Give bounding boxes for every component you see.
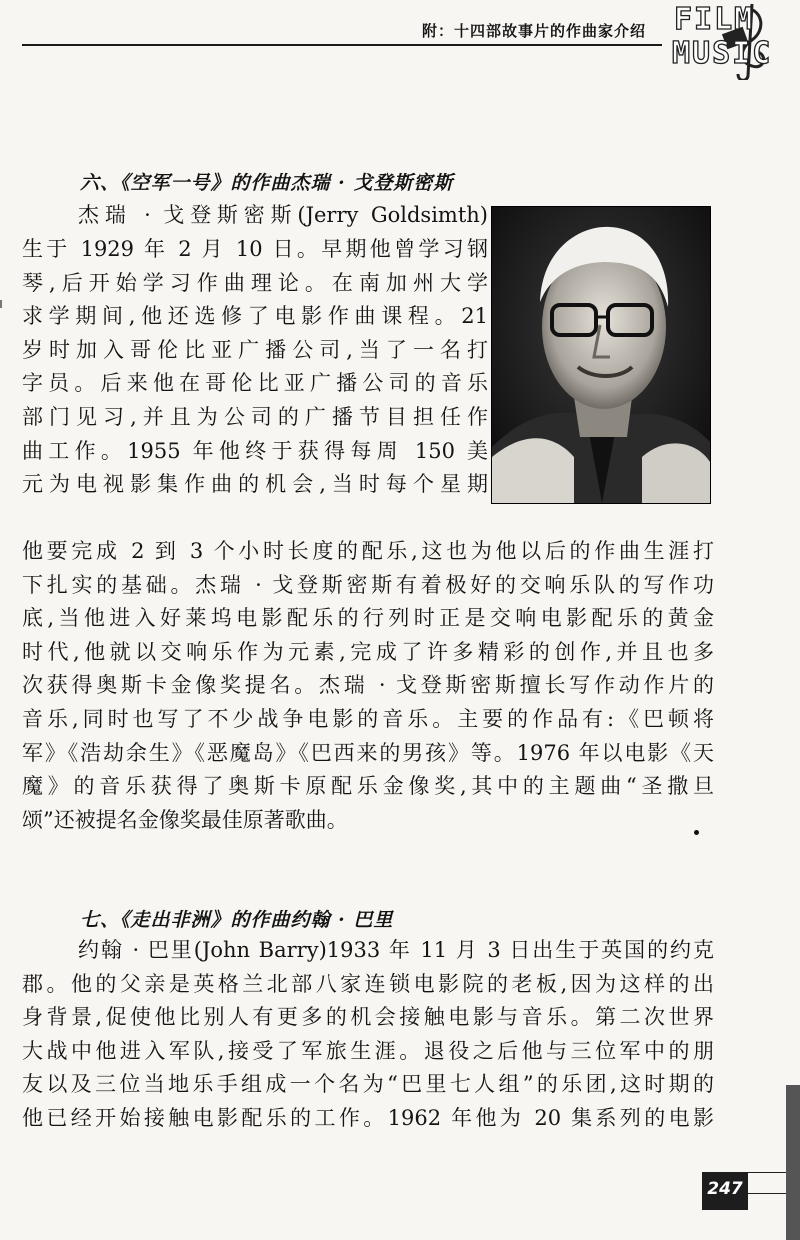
section7-text (22, 934, 714, 1136)
text-line: 部门见习,并且为公司的广播节目担任作 (22, 404, 488, 429)
text-line: 魔》的音乐获得了奥斯卡原配乐金像奖,其中的主题曲“圣撒旦 (22, 774, 714, 799)
text-line: 曲工作。1955 年他终于获得每周 150 美 (22, 438, 488, 463)
text-line: 军》《浩劫余生》《恶魔岛》《巴西来的男孩》等。1976 年以电影《天 (22, 740, 714, 765)
text-line: 郡。他的父亲是英格兰北部八家连锁电影院的老板,因为这样的出 (22, 971, 714, 996)
text-line: 颂”还被提名金像奖最佳原著歌曲。 (22, 807, 348, 832)
text-line: 杰瑞 · 戈登斯密斯(Jerry Goldsimth) (78, 203, 488, 227)
section6-wrapped-text (78, 199, 488, 233)
portrait-image (492, 207, 710, 503)
text-line: 他已经开始接触电影配乐的工作。1962 年他为 20 集系列的电影 (22, 1105, 714, 1130)
section-heading-7: 七、《走出非洲》的作曲约翰 · 巴里 (80, 909, 394, 931)
text-line: 音乐,同时也写了不少战争电影的音乐。主要的作品有:《巴顿将 (22, 706, 714, 731)
text-line: 下扎实的基础。杰瑞 · 戈登斯密斯有着极好的交响乐队的写作功 (22, 572, 714, 597)
text-line: 元为电视影集作曲的机会,当时每个星期 (22, 472, 488, 497)
page-number-rule (748, 1172, 786, 1194)
text-line: 约翰 · 巴里(John Barry)1933 年 11 月 3 日出生于英国的约克 (78, 938, 714, 962)
composer-portrait-photo (491, 206, 711, 504)
text-line: 字员。后来他在哥伦比亚广播公司的音乐 (22, 371, 488, 396)
running-header-title: 附：十四部故事片的作曲家介绍 (418, 20, 650, 41)
page-edge-shadow (786, 1085, 800, 1240)
logo-word-music: MUSIC (672, 36, 773, 71)
text-line: 身背景,促使他比别人有更多的机会接触电影与音乐。第二次世界 (22, 1005, 714, 1030)
text-line: 求学期间,他还选修了电影作曲课程。21 (22, 304, 488, 329)
text-line: 次获得奥斯卡金像奖提名。杰瑞 · 戈登斯密斯擅长写作动作片的 (22, 673, 714, 698)
section6-text-beside-photo (22, 233, 488, 502)
text-line: 他要完成 2 到 3 个小时长度的配乐,这也为他以后的作曲生涯打 (22, 539, 714, 563)
scan-artifact (0, 300, 2, 308)
section6-text-full-width (22, 535, 714, 837)
text-line: 大战中他进入军队,接受了军旅生涯。退役之后他与三位军中的朋 (22, 1038, 714, 1063)
page-number: 247 (707, 1179, 743, 1199)
film-music-logo (668, 0, 778, 80)
logo-word-film: FILM (674, 2, 755, 37)
text-line: 时代,他就以交响乐作为元素,完成了许多精彩的创作,并且也多 (22, 639, 714, 664)
scan-speck (694, 830, 699, 835)
text-line: 生于 1929 年 2 月 10 日。早期他曾学习钢 (22, 237, 488, 261)
text-line: 友以及三位当地乐手组成一个名为“巴里七人组”的乐团,这时期的 (22, 1072, 714, 1097)
text-line: 琴,后开始学习作曲理论。在南加州大学 (22, 270, 488, 295)
text-line: 岁时加入哥伦比亚广播公司,当了一名打 (22, 337, 488, 362)
running-header (22, 18, 662, 46)
page-number-box (702, 1172, 748, 1210)
text-line: 底,当他进入好莱坞电影配乐的行列时正是交响电影配乐的黄金 (22, 606, 714, 631)
section-heading-6: 六、《空军一号》的作曲杰瑞 · 戈登斯密斯 (80, 172, 454, 194)
